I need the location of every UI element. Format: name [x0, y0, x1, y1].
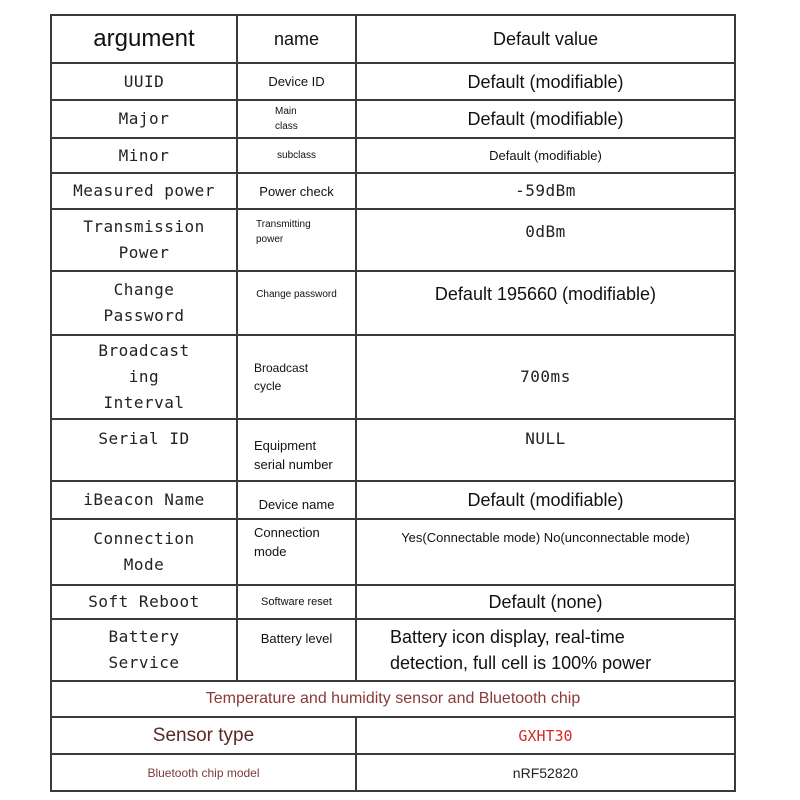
row-value: Default (modifiable)	[467, 109, 624, 129]
row-name: Change password	[256, 288, 337, 300]
header-argument	[52, 16, 236, 62]
row-name: Software reset	[261, 595, 332, 608]
header-default-value-text: Default value	[492, 29, 599, 49]
row-name: Main class	[275, 106, 298, 132]
chip-model-label	[52, 755, 355, 790]
row-name: Power check	[259, 183, 334, 199]
row-argument: UUID	[123, 71, 165, 91]
row-argument: Measured power	[73, 181, 215, 200]
row-value: Default (modifiable)	[467, 490, 624, 510]
section-title-text: Temperature and humidity sensor and Bluetooth chip	[205, 690, 581, 707]
header-name-text: name	[273, 29, 320, 49]
row-name: Device ID	[268, 74, 325, 89]
sensor-type-value-text: GXHT30	[518, 726, 573, 745]
row-value: Default (modifiable)	[467, 71, 624, 92]
row-argument: Change Password	[103, 280, 185, 325]
grid-line	[50, 790, 736, 792]
sensor-type-label	[52, 718, 355, 753]
chip-model-value	[357, 755, 734, 790]
row-value: 0dBm	[525, 222, 566, 241]
sensor-type-value	[357, 718, 734, 753]
row-name: subclass	[277, 150, 316, 161]
row-name: Device name	[258, 496, 335, 512]
header-default-value	[357, 16, 734, 62]
row-argument: Battery Service	[108, 627, 180, 672]
row-name: Connection mode	[254, 525, 320, 559]
row-value: Yes(Connectable mode) No(unconnectable mode)	[401, 530, 690, 545]
row-argument: Connection Mode	[93, 529, 195, 574]
row-argument: Serial ID	[98, 429, 190, 448]
header-name	[238, 16, 355, 62]
section-title	[52, 682, 734, 716]
chip-model-label-text: Bluetooth chip model	[147, 765, 260, 780]
row-value: NULL	[525, 429, 566, 448]
row-name: Equipment serial number	[254, 438, 333, 472]
row-argument: Soft Reboot	[88, 592, 200, 611]
row-value: -59dBm	[515, 181, 576, 200]
sensor-type-label-text: Sensor type	[152, 724, 255, 746]
row-value: 700ms	[520, 367, 571, 386]
chip-model-value-text: nRF52820	[512, 764, 579, 781]
row-value: Battery icon display, real-time detection, full cell is 100% power	[390, 627, 652, 673]
row-argument: Transmission Power	[83, 217, 205, 262]
header-argument-text: argument	[93, 25, 195, 52]
row-value: Default 195660 (modifiable)	[434, 284, 657, 304]
row-argument: Major	[118, 109, 170, 128]
row-argument: Minor	[118, 145, 170, 165]
grid-line	[236, 14, 238, 682]
row-name: Transmitting power	[256, 219, 311, 245]
row-name: Broadcast cycle	[254, 361, 309, 393]
row-value: Default (modifiable)	[489, 148, 602, 163]
row-name: Battery level	[260, 630, 333, 646]
row-argument: iBeacon Name	[83, 490, 205, 509]
row-argument: Broadcast ing Interval	[98, 341, 190, 412]
row-value: Default (none)	[488, 592, 603, 612]
grid-line	[734, 14, 736, 792]
